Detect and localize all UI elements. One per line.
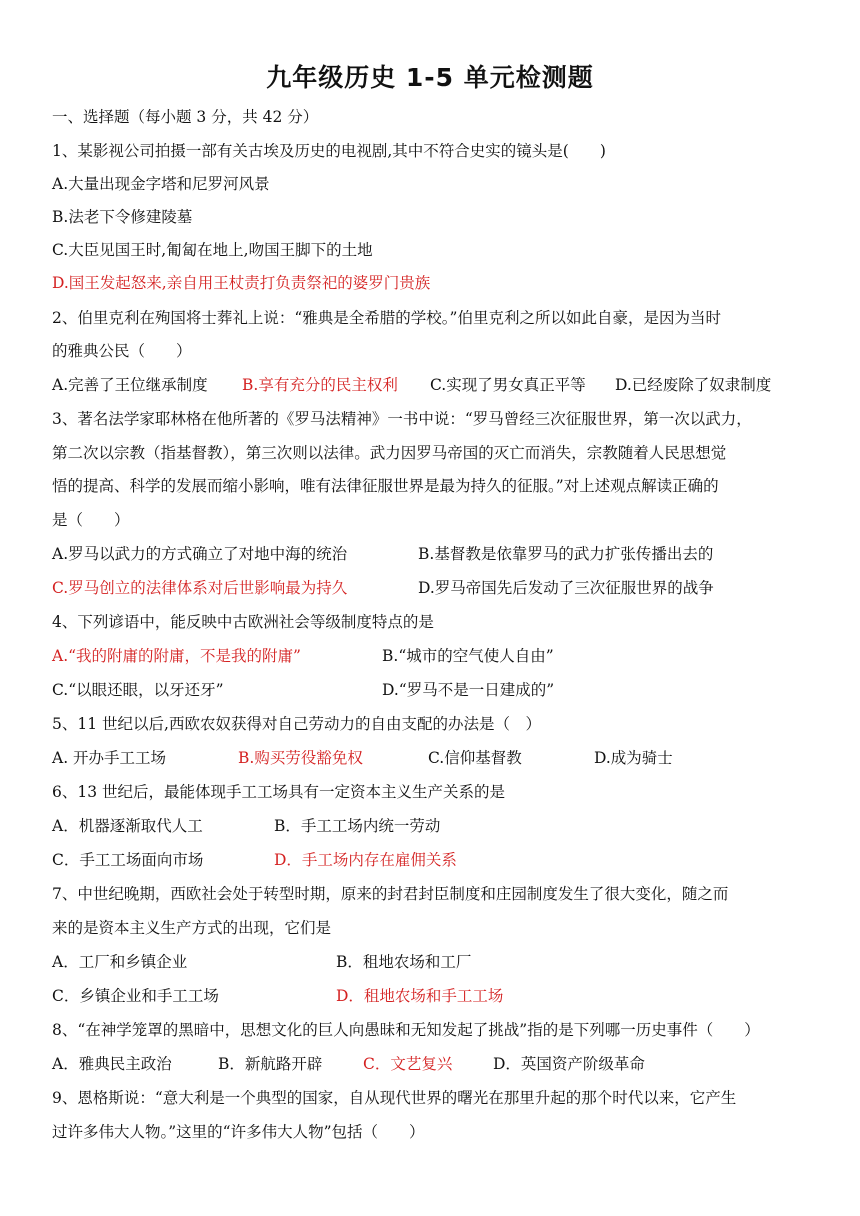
question-5-stem: 5、11 世纪以后,西欧农奴获得对自己劳动力的自由支配的办法是（ ）: [52, 715, 541, 733]
question-5-option-a: A. 开办手工工场: [52, 749, 167, 767]
question-6-option-d-answer: D．手工场内存在雇佣关系: [274, 851, 457, 869]
section-heading: 一、选择题（每小题 3 分，共 42 分）: [52, 108, 319, 126]
question-7-option-a: A．工厂和乡镇企业: [52, 953, 188, 971]
question-7-options-row-1: [52, 951, 812, 973]
question-1-option-a: A.大量出现金字塔和尼罗河风景: [52, 175, 270, 193]
question-4-options-row-1: [52, 645, 812, 667]
question-6-option-a: A．机器逐渐取代人工: [52, 817, 203, 835]
question-2-stem-line-2: 的雅典公民（ ）: [52, 342, 192, 360]
question-6-option-b: B．手工工场内统一劳动: [274, 817, 441, 835]
question-5-option-d: D.成为骑士: [594, 749, 673, 767]
question-3-options-row-1: [52, 543, 812, 565]
question-1-option-c: C.大臣见国王时,匍匐在地上,吻国王脚下的土地: [52, 241, 373, 259]
question-6-stem: 6、13 世纪后，最能体现手工工场具有一定资本主义生产关系的是: [52, 783, 506, 801]
question-3-option-a: A.罗马以武力的方式确立了对地中海的统治: [52, 545, 348, 563]
question-6-option-c: C．手工工场面向市场: [52, 851, 204, 869]
question-9-stem-line-1: 9、恩格斯说：“意大利是一个典型的国家，自从现代世界的曙光在那里升起的那个时代以来，它产生: [52, 1089, 737, 1107]
question-3-stem-line-2: 第二次以宗教（指基督教），第三次则以法律。武力因罗马帝国的灭亡而消失，宗教随着人民思想觉: [52, 444, 727, 462]
question-4-options-row-2: [52, 679, 812, 701]
question-5-options: [52, 747, 812, 769]
question-1-option-d-answer: D.国王发起怒来,亲自用王杖责打负责祭祀的婆罗门贵族: [52, 274, 431, 292]
question-1-option-b: B.法老下令修建陵墓: [52, 208, 193, 226]
question-1-stem: 1、某影视公司拍摄一部有关古埃及历史的电视剧,其中不符合史实的镜头是( ): [52, 142, 606, 160]
question-7-option-c: C．乡镇企业和手工工场: [52, 987, 219, 1005]
question-9-stem-line-2: 过许多伟大人物。”这里的“许多伟大人物”包括（ ）: [52, 1123, 425, 1141]
question-2-stem-line-1: 2、伯里克利在殉国将士葬礼上说：“雅典是全希腊的学校。”伯里克利之所以如此自豪，是因为当时: [52, 309, 721, 327]
question-8-option-a: A．雅典民主政治: [52, 1055, 172, 1073]
question-3-option-d: D.罗马帝国先后发动了三次征服世界的战争: [418, 579, 714, 597]
question-4-option-b: B.“城市的空气使人自由”: [382, 647, 554, 665]
question-2-option-b-answer: B.享有充分的民主权利: [242, 376, 398, 394]
question-4-stem: 4、下列谚语中，能反映中古欧洲社会等级制度特点的是: [52, 613, 434, 631]
question-2-option-a: A.完善了王位继承制度: [52, 376, 208, 394]
question-8-stem: 8、“在神学笼罩的黑暗中，思想文化的巨人向愚昧和无知发起了挑战”指的是下列哪一历史事件（ ）: [52, 1021, 760, 1039]
question-4-option-d: D.“罗马不是一日建成的”: [382, 681, 555, 699]
question-7-option-b: B．租地农场和工厂: [336, 953, 472, 971]
question-6-options-row-1: [52, 815, 812, 837]
question-3-options-row-2: [52, 577, 812, 599]
question-8-option-c-answer: C．文艺复兴: [363, 1055, 453, 1073]
question-8-option-d: D．英国资产阶级革命: [493, 1055, 645, 1073]
question-2-option-d: D.已经废除了奴隶制度: [615, 376, 772, 394]
question-3-stem-line-1: 3、著名法学家耶林格在他所著的《罗马法精神》一书中说：“罗马曾经三次征服世界，第一次以武力，: [52, 410, 752, 428]
question-7-stem-line-2: 来的是资本主义生产方式的出现，它们是: [52, 919, 332, 937]
question-5-option-b-answer: B.购买劳役豁免权: [238, 749, 363, 767]
question-4-option-c: C.“以眼还眼，以牙还牙”: [52, 681, 224, 699]
question-8-option-b: B．新航路开辟: [218, 1055, 323, 1073]
question-3-stem-line-3: 悟的提高、科学的发展而缩小影响，唯有法律征服世界是最为持久的征服。”对上述观点解读正确的: [52, 477, 719, 495]
question-7-stem-line-1: 7、中世纪晚期，西欧社会处于转型时期，原来的封君封臣制度和庄园制度发生了很大变化，随之而: [52, 885, 729, 903]
question-2-option-c: C.实现了男女真正平等: [430, 376, 586, 394]
page-title: 九年级历史 1-5 单元检测题: [266, 63, 594, 92]
question-3-option-c-answer: C.罗马创立的法律体系对后世影响最为持久: [52, 579, 348, 597]
question-6-options-row-2: [52, 849, 812, 871]
question-3-stem-line-4: 是（ ）: [52, 511, 130, 529]
question-2-options: [52, 374, 812, 396]
question-3-option-b: B.基督教是依靠罗马的武力扩张传播出去的: [418, 545, 714, 563]
question-8-options: [52, 1053, 812, 1075]
question-7-options-row-2: [52, 985, 812, 1007]
question-5-option-c: C.信仰基督教: [428, 749, 522, 767]
question-4-option-a-answer: A.“我的附庸的附庸，不是我的附庸”: [52, 647, 301, 665]
question-7-option-d-answer: D．租地农场和手工工场: [336, 987, 504, 1005]
